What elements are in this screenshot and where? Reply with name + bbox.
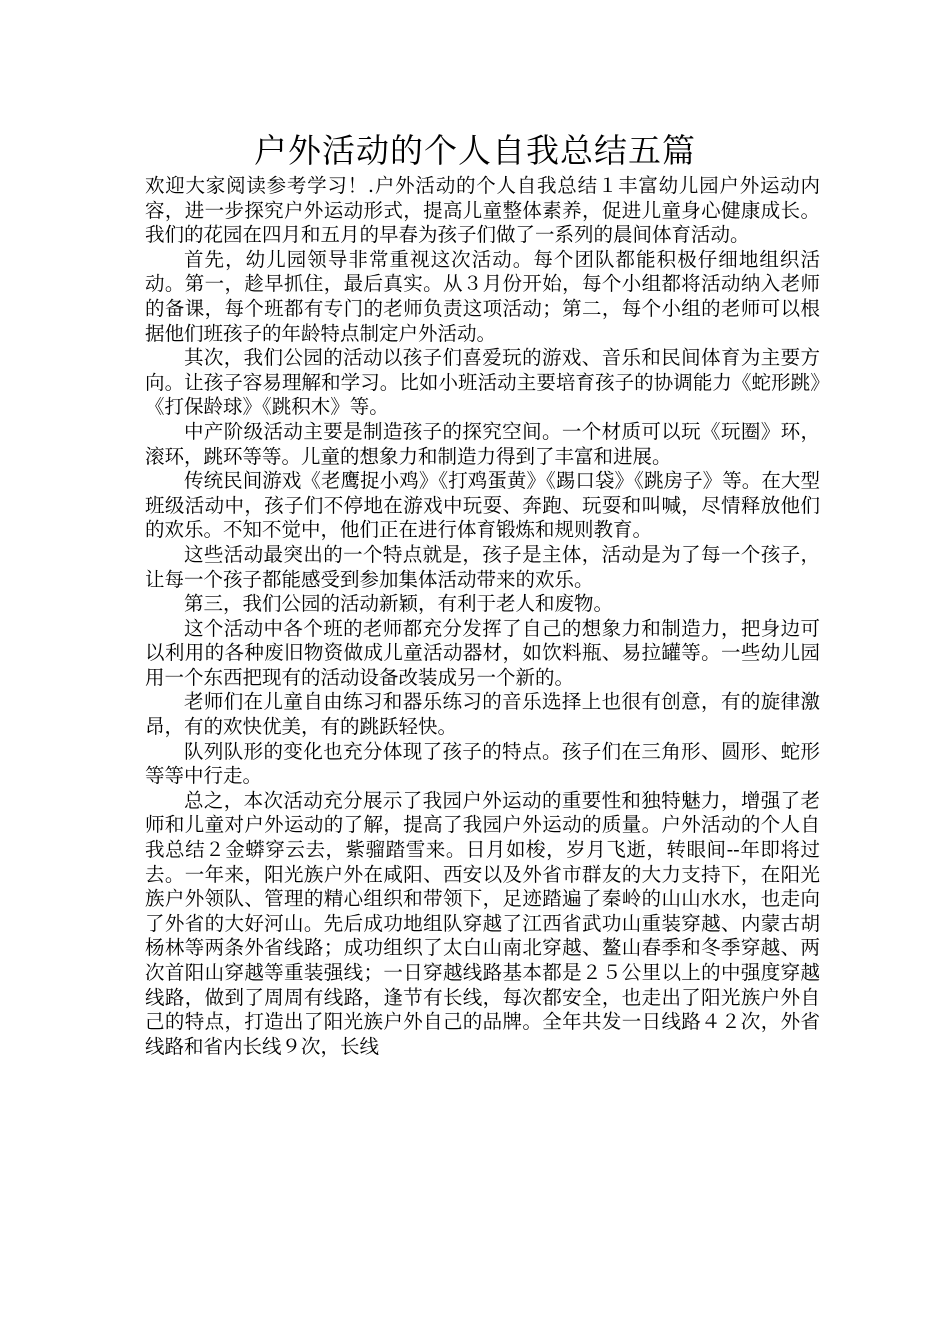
document-title: 户外活动的个人自我总结五篇 [254, 131, 696, 170]
paragraph-5: 传统民间游戏《老鹰捉小鸡》《打鸡蛋黄》《踢口袋》《跳房子》等。在大型班级活动中，孩子们不停地在游戏中玩耍、奔跑、玩耍和叫喊，尽情释放他们的欢乐。不知不觉中，他们正在进行体育锻炼和规则教育。 [145, 469, 820, 542]
paragraph-8: 这个活动中各个班的老师都充分发挥了自己的想象力和制造力，把身边可以利用的各种废旧物资做成儿童活动器材，如饮料瓶、易拉罐等。一些幼儿园用一个东西把现有的活动设备改装成另一个新的。 [145, 616, 820, 689]
paragraph-6: 这些活动最突出的一个特点就是，孩子是主体，活动是为了每一个孩子，让每一个孩子都能感受到参加集体活动带来的欢乐。 [145, 542, 820, 591]
paragraph-9: 老师们在儿童自由练习和器乐练习的音乐选择上也很有创意，有的旋律激昂，有的欢快优美，有的跳跃轻快。 [145, 690, 820, 739]
paragraph-11: 总之，本次活动充分展示了我园户外运动的重要性和独特魅力，增强了老师和儿童对户外运动的了解，提高了我园户外运动的质量。户外活动的个人自我总结２金蟒穿云去，紫骝踏雪来。日月如梭，岁月飞逝，转眼间--年即将过去。一年来，阳光族户外在咸阳、西安以及外省市群友的大力支持下，在阳光族户外领队、管理的精心组织和带领下，足迹踏遍了秦岭的山山水水，也走向了外省的大好河山。先后成功地组队穿越了江西省武功山重装穿越、内蒙古胡杨林等两条外省线路；成功组织了太白山南北穿越、鳌山春季和冬季穿越、两次首阳山穿越等重装强线；一日穿越线路基本都是２５公里以上的中强度穿越线路，做到了周周有线路，逢节有长线，每次都安全，也走出了阳光族户外自己的特点，打造出了阳光族户外自己的品牌。全年共发一日线路４２次，外省线路和省内长线９次，长线 [145, 788, 820, 1058]
paragraph-7: 第三，我们公园的活动新颖，有利于老人和废物。 [184, 592, 614, 616]
paragraph-3: 其次，我们公园的活动以孩子们喜爱玩的游戏、音乐和民间体育为主要方向。让孩子容易理解和学习。比如小班活动主要培育孩子的协调能力《蛇形跳》《打保龄球》《跳积木》等。 [145, 346, 820, 419]
paragraph-10: 队列队形的变化也充分体现了孩子的特点。孩子们在三角形、圆形、蛇形等等中行走。 [145, 739, 820, 788]
document-body [145, 174, 820, 1059]
paragraph-4: 中产阶级活动主要是制造孩子的探究空间。一个材质可以玩《玩圈》环，滚环，跳环等等。儿童的想象力和制造力得到了丰富和进展。 [145, 419, 820, 468]
paragraph-1: 欢迎大家阅读参考学习！.户外活动的个人自我总结１丰富幼儿园户外运动内容，进一步探究户外运动形式，提高儿童整体素养，促进儿童身心健康成长。我们的花园在四月和五月的早春为孩子们做了一系列的晨间体育活动。 [145, 174, 820, 247]
paragraph-2: 首先，幼儿园领导非常重视这次活动。每个团队都能积极仔细地组织活动。第一，趁早抓住，最后真实。从３月份开始，每个小组都将活动纳入老师的备课，每个班都有专门的老师负责这项活动；第二，每个小组的老师可以根据他们班孩子的年龄特点制定户外活动。 [145, 247, 820, 345]
